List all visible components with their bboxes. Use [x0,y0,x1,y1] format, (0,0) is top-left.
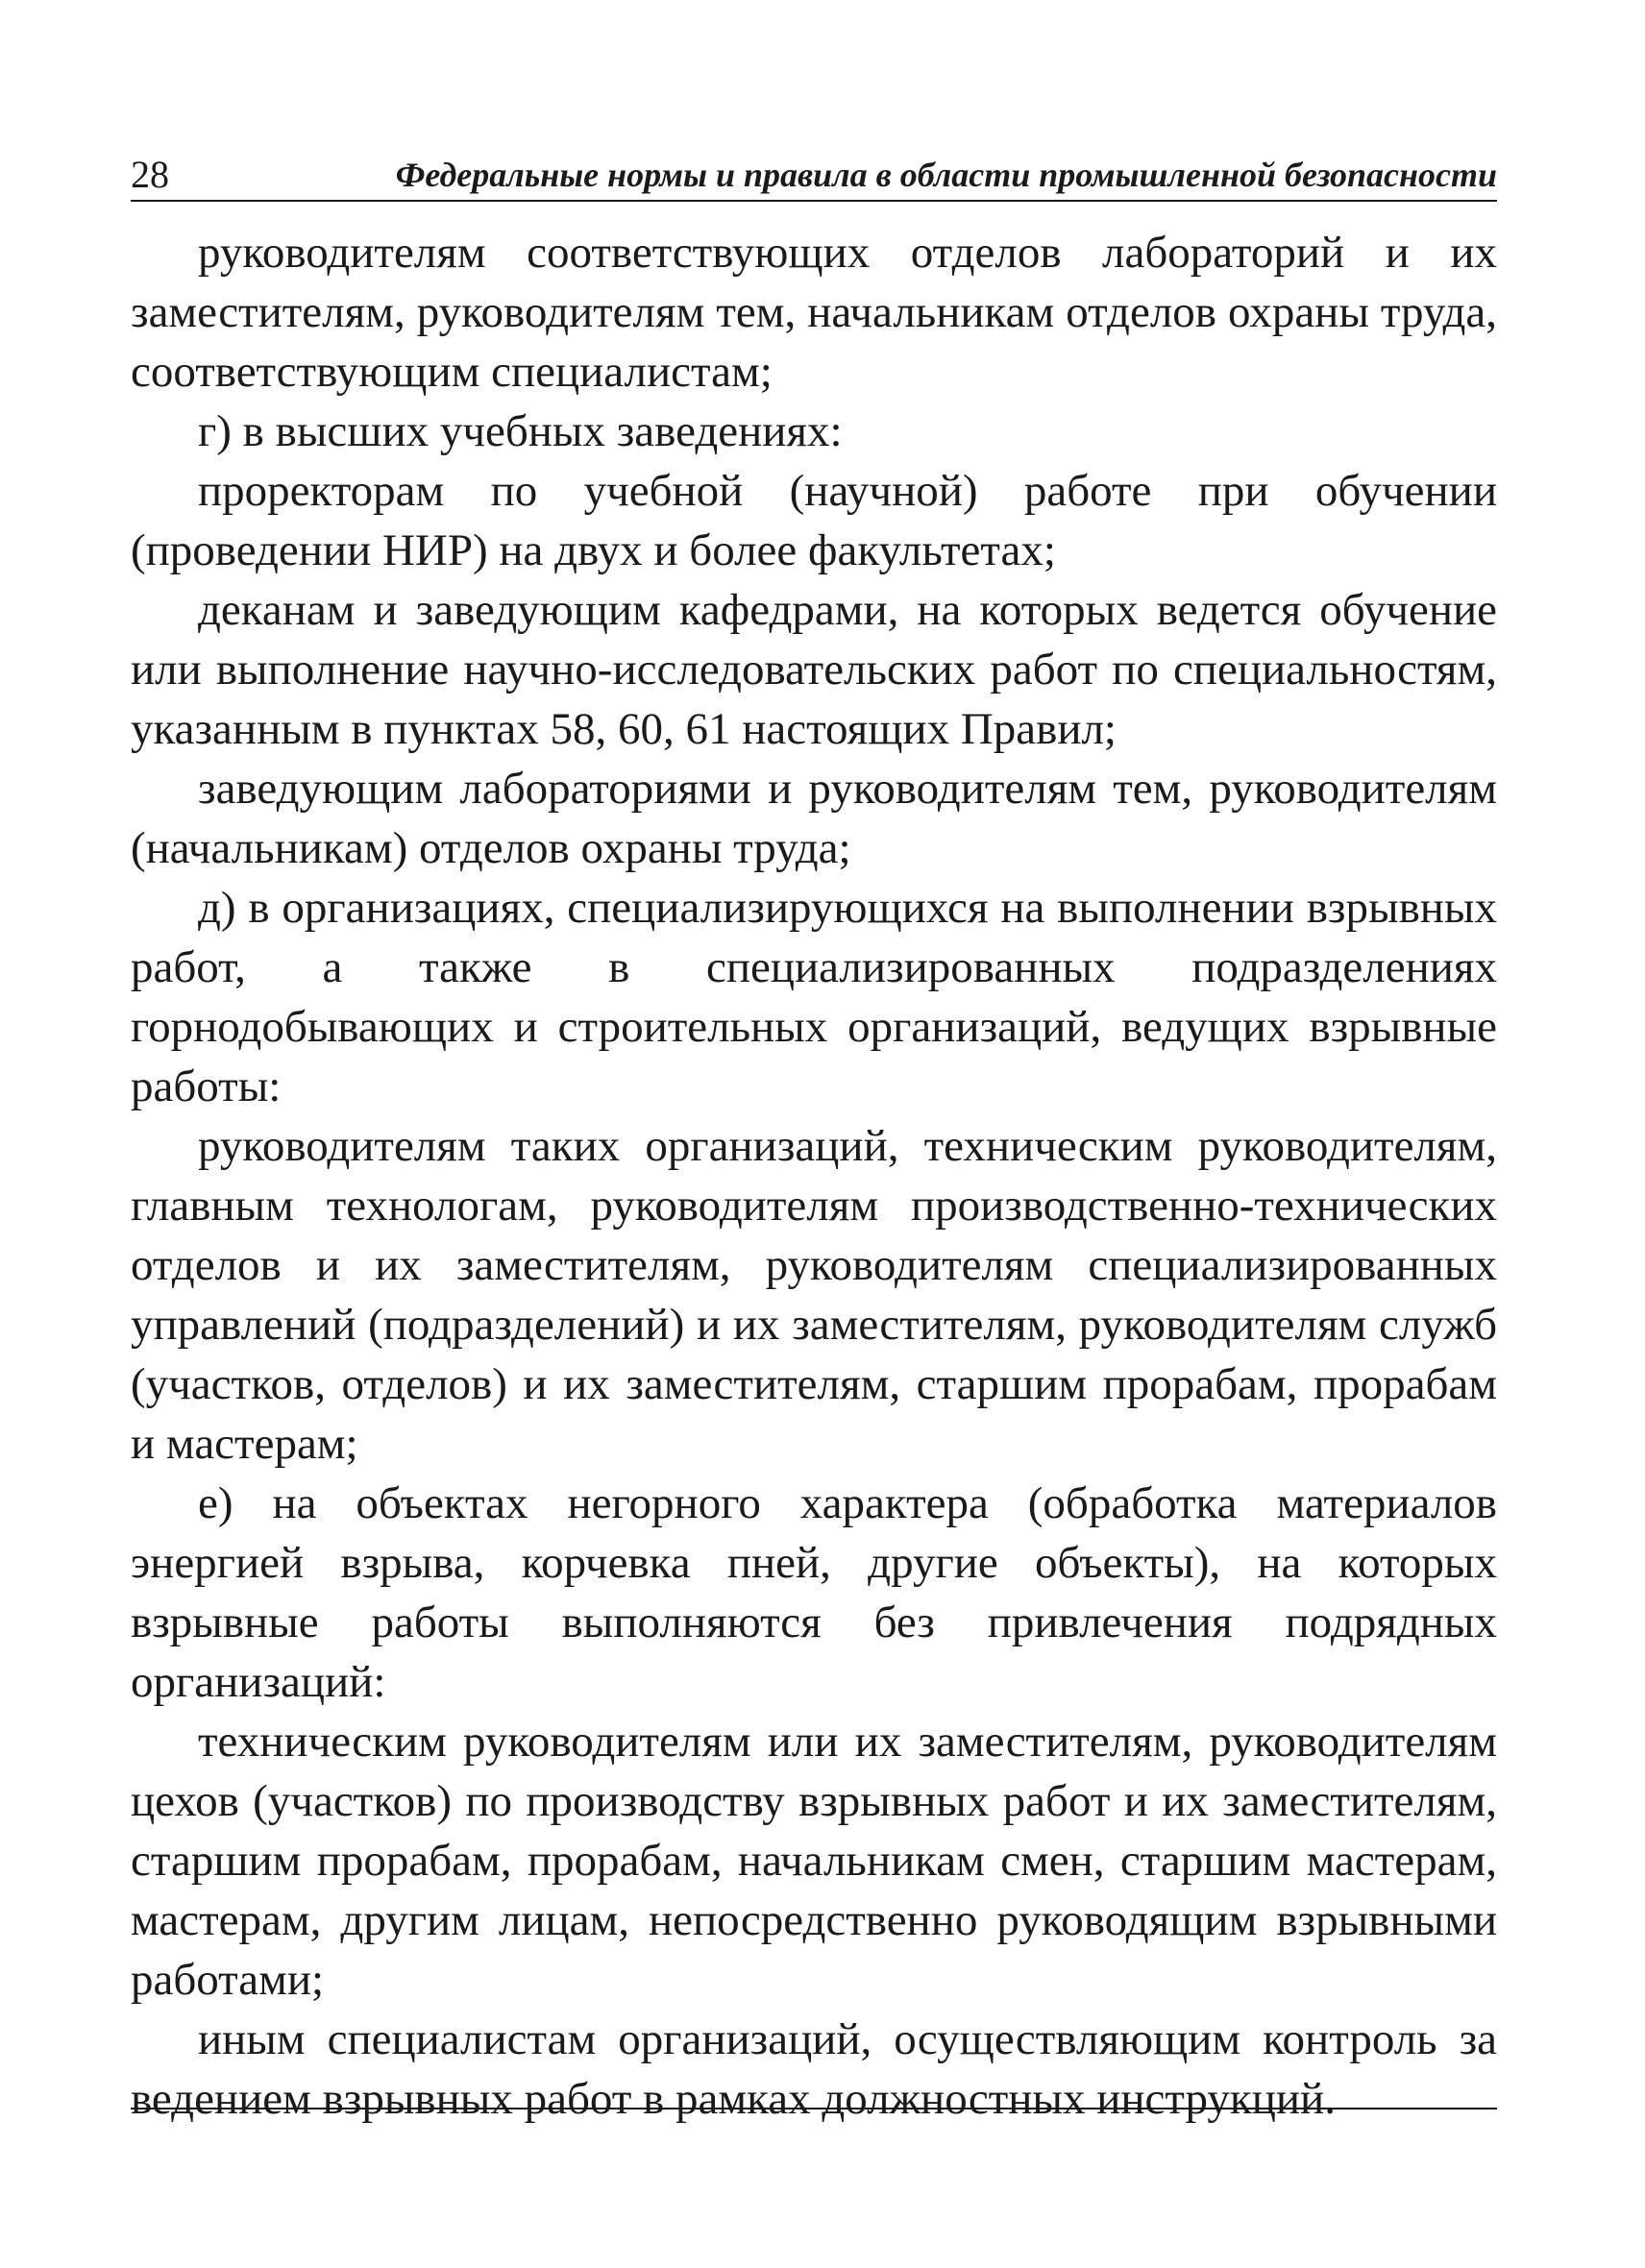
paragraph: техническим руководителям или их заместителям, руководителям цехов (участков) по производству взрывных работ и их заместителям, старшим прорабам, прорабам, начальникам смен, старшим мастерам, мастерам, другим лицам, непосредственно руководящим взрывными работами; [131,1717,1497,2005]
paragraph: г) в высших учебных заведениях: [198,406,843,456]
paragraph: руководителям соответствующих отделов лабораторий и их заместителям, руководителям тем, начальникам отделов охраны труда, соответствующим специалистам; [131,228,1497,397]
paragraph: иным специалистам организаций, осуществляющим контроль за ведением взрывных работ в рамках должностных инструкций. [131,2014,1497,2124]
running-title: Федеральные нормы и правила в области промышленной безопасности [395,156,1497,194]
paragraph: проректорам по учебной (научной) работе при обучении (проведении НИР) на двух и более факультетах; [131,466,1497,575]
paragraph: д) в организациях, специализирующихся на выполнении взрывных работ, а также в специализированных подразделениях горнодобывающих и строительных организаций, ведущих взрывные работы: [131,883,1497,1111]
paragraph: руководителям таких организаций, техническим руководителям, главным технологам, руководителям производственно-технических отделов и их заместителям, руководителям специализированных управлений (подразделений) и их заместителям, руководителям служб (участков, отделов) и их заместителям, старшим прорабам, прорабам и мастерам; [131,1121,1497,1469]
body-text [131,223,1497,2129]
footer-rule [131,2108,1497,2109]
page-header [131,144,1497,202]
page-number: 28 [131,153,169,196]
paragraph: е) на объектах негорного характера (обработка материалов энергией взрыва, корчевка пней, другие объекты), на которых взрывные работы выполняются без привлечения подрядных организаций: [131,1478,1497,1707]
paragraph: деканам и заведующим кафедрами, на которых ведется обучение или выполнение научно-исследовательских работ по специальностям, указанным в пунктах 58, 60, 61 настоящих Правил; [131,585,1497,754]
paragraph: заведующим лабораториями и руководителям тем, руководителям (начальникам) отделов охраны труда; [131,764,1497,873]
